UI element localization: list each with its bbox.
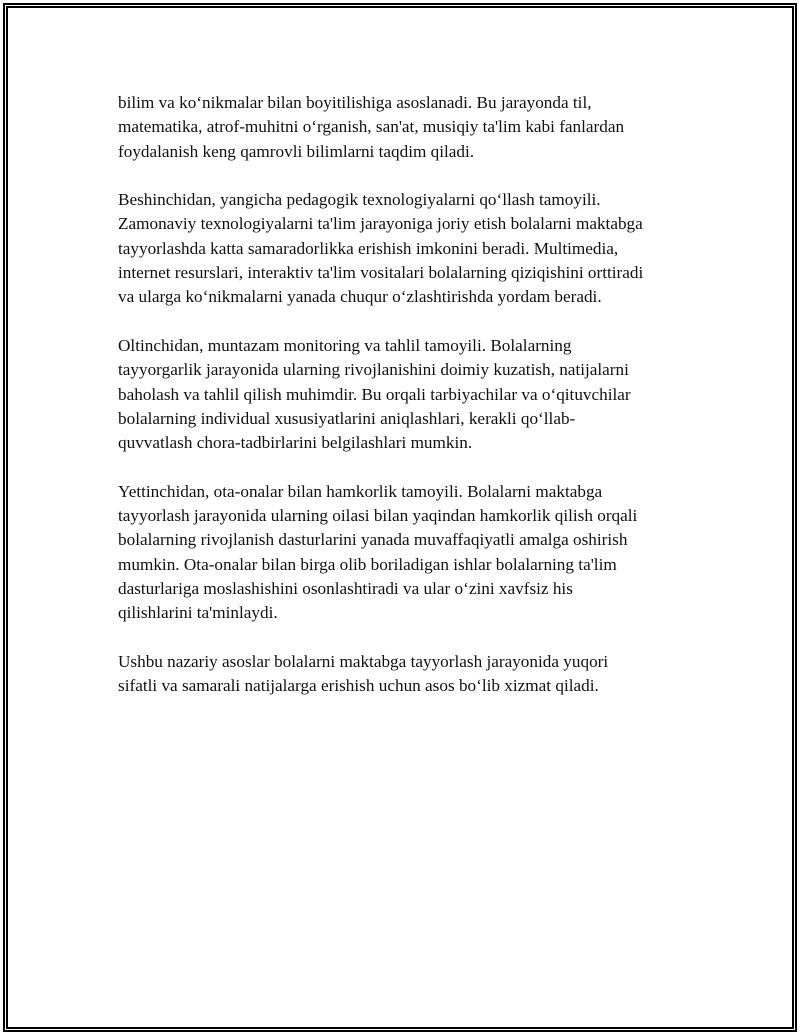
paragraph-conclusion: Ushbu nazariy asoslar bolalarni maktabga tayyorlash jarayonida yuqori sifatli va samarali natijalarga erishish uchun asos bo‘lib xizmat qiladi.	[118, 651, 609, 696]
paragraph-fifth-principle: Beshinchidan, yangicha pedagogik texnologiyalarni qo‘llash tamoyili. Zamonaviy texnologiyalarni ta'lim jarayoniga joriy etish bolalarni maktabga tayyorlashda katta samaradorlikka erishish imkonini beradi. Multimedia, internet resurslari, interaktiv ta'lim vositalari bolalarning qiziqishini orttiradi va ularga ko‘nikmalarni yanada chuqur o‘zlashtirishda yordam beradi.	[118, 190, 644, 307]
paragraph-continuation: bilim va ko‘nikmalar bilan boyitilishiga asoslanadi. Bu jarayonda til, matematika, atrof-muhitni o‘rganish, san'at, musiqiy ta'lim kabi fanlardan foydalanish keng qamrovli bilimlarni taqdim qiladi.	[118, 93, 625, 161]
paragraph-sixth-principle: Oltinchidan, muntazam monitoring va tahlil tamoyili. Bolalarning tayyorgarlik jarayonida ularning rivojlanishini doimiy kuzatish, natijalarni baholash va tahlil qilish muhimdir. Bu orqali tarbiyachilar va o‘qituvchilar bolalarning individual xususiyatlarini aniqlashlari, kerakli qo‘llab- quvvatlash chora-tadbirlarini belgilashlari mumkin.	[118, 335, 631, 453]
paragraph-seventh-principle: Yettinchidan, ota-onalar bilan hamkorlik tamoyili. Bolalarni maktabga tayyorlash jarayonida ularning oilasi bilan yaqindan hamkorlik qilish orqali bolalarning rivojlanish dasturlarini yanada muvaffaqiyatli amalga oshirish mumkin. Ota-onalar bilan birga olib boriladigan ishlar bolalarning ta'lim dasturlariga moslashishini osonlashtiradi va ular o‘zini xavfsiz his qilishlarini ta'minlaydi.	[118, 481, 638, 623]
document-body	[118, 91, 698, 723]
